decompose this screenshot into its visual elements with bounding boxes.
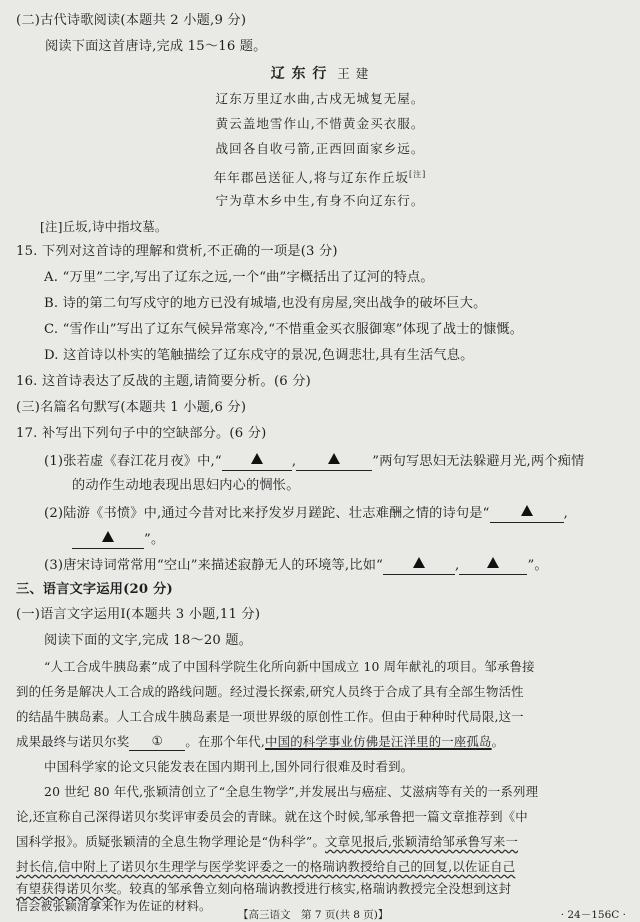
passage-instruction: 阅读下面的文字,完成 18～20 题。 bbox=[44, 633, 253, 648]
poem-line-1: 辽东万里辽水曲,古戍无城复无屋。 bbox=[215, 91, 425, 106]
poem-line-4 bbox=[0, 166, 640, 187]
blank-triangle-icon bbox=[487, 557, 499, 568]
q17-p2-end: ”。 bbox=[144, 532, 165, 547]
question-16-stem: 16. 这首诗表达了反战的主题,请简要分析。(6 分) bbox=[16, 374, 312, 389]
q17-p3-end: ”。 bbox=[527, 558, 548, 573]
page-number: 【高三语文 第 7 页(共 8 页)】 bbox=[238, 909, 389, 921]
passage-line-10 bbox=[16, 880, 511, 898]
answer-blank[interactable] bbox=[296, 450, 372, 471]
poem-line-2: 黄云盖地雪作山,不惜黄金买衣服。 bbox=[215, 116, 425, 131]
passage-line-7: 论,还宣称自己深得诺贝尔奖评审委员会的青睐。就在这个时候,邹承鲁把一篇文章推荐到《中 bbox=[16, 809, 528, 824]
passage-line-2: 到的任务是解决人工合成的路线问题。经过漫长探索,研究人员终于合成了具有全部生物活性 bbox=[16, 684, 524, 699]
question-17-part-3 bbox=[44, 555, 548, 576]
blank-triangle-icon bbox=[102, 531, 114, 542]
passage-line-8 bbox=[16, 833, 518, 851]
passage-line-5: 中国科学家的论文只能发表在国内期刊上,国外同行很难及时看到。 bbox=[44, 759, 414, 774]
q17-comma: , bbox=[563, 506, 569, 521]
blank-triangle-icon bbox=[251, 453, 263, 464]
passage-text: 。 bbox=[491, 734, 505, 749]
question-17-part-1 bbox=[44, 451, 584, 472]
poem-line-3: 战回各自收弓箭,正西回面家乡远。 bbox=[215, 141, 425, 156]
question-15-option-b: B. 诗的第二句写戍守的地方已没有城墙,也没有房屋,突出战争的破坏巨大。 bbox=[44, 296, 487, 311]
question-15-option-c: C. “雪作山”写出了辽东气候异常寒冷,“不惜重金买衣服御寒”体现了战士的慷慨。 bbox=[44, 322, 524, 337]
underlined-sentence: 中国的科学事业仿佛是汪洋里的一座孤岛 bbox=[265, 734, 492, 749]
poem-title: 辽 东 行 bbox=[270, 66, 328, 82]
passage-line-3: 的结晶牛胰岛素。人工合成牛胰岛素是一项世界级的原创性工作。但由于种种时代局限,这一 bbox=[16, 709, 524, 724]
section-3-heading: 三、语言文字运用(20 分) bbox=[16, 582, 173, 597]
q17-comma: , bbox=[291, 454, 297, 469]
question-17-part-2-cont bbox=[72, 529, 164, 550]
poem-note-mark: [注] bbox=[409, 170, 427, 179]
answer-blank[interactable] bbox=[459, 554, 527, 575]
q17-p1-suffix: ”两句写思妇无法躲避月光,两个痴情 bbox=[372, 454, 585, 469]
poem-line-4-text: 年年郡邑送征人,将与辽东作丘坂 bbox=[213, 170, 410, 186]
section-heading-ancient-poetry: (二)古代诗歌阅读(本题共 2 小题,9 分) bbox=[16, 13, 247, 28]
blank-triangle-icon bbox=[328, 453, 340, 464]
section-3-1-heading: (一)语言文字运用Ⅰ(本题共 3 小题,11 分) bbox=[16, 607, 261, 622]
passage-text: 成果最终与诺贝尔奖 bbox=[16, 734, 130, 749]
passage-text: 。在那个年代, bbox=[185, 734, 266, 749]
blank-triangle-icon bbox=[413, 557, 425, 568]
passage-line-9: 封长信,信中附上了诺贝尔生理学与医学奖评委之一的格瑞讷教授给自己的回复,以佐证自己 bbox=[16, 859, 516, 874]
passage-line-1: “人工合成牛胰岛素”成了中国科学院生化所向新中国成立 10 周年献礼的项目。邹承鲁接 bbox=[44, 659, 535, 674]
answer-blank[interactable] bbox=[383, 554, 455, 575]
q17-comma: , bbox=[455, 558, 460, 573]
passage-blank-1[interactable] bbox=[129, 732, 185, 751]
poem-note: [注]丘坂,诗中指坟墓。 bbox=[40, 219, 168, 234]
question-17-part-1-cont: 的动作生动地表现出思妇内心的惆怅。 bbox=[72, 478, 300, 493]
q17-p2-prefix: (2)陆游《书愤》中,通过今昔对比来抒发岁月蹉跎、壮志难酬之情的诗句是“ bbox=[44, 506, 490, 521]
passage-text: 国科学报》。质疑张颖清的全息生物学理论是“伪科学”。 bbox=[16, 834, 326, 849]
question-17-stem: 17. 补写出下列句子中的空缺部分。(6 分) bbox=[16, 426, 267, 441]
q17-p1-prefix: (1)张若虚《春江花月夜》中,“ bbox=[44, 454, 222, 469]
answer-blank[interactable] bbox=[72, 528, 144, 549]
poem-heading bbox=[0, 65, 640, 83]
passage-line-4 bbox=[16, 733, 504, 752]
blank-number: ① bbox=[151, 733, 163, 748]
passage-line-6: 20 世纪 80 年代,张颖清创立了“全息生物学”,并发展出与癌症、艾滋病等有关的一系列理 bbox=[44, 784, 539, 799]
question-15-option-a: A. “万里”二字,写出了辽东之远,一个“曲”字概括出了辽河的特点。 bbox=[44, 270, 434, 285]
question-15-stem: 15. 下列对这首诗的理解和赏析,不正确的一项是(3 分) bbox=[16, 244, 338, 259]
exam-code: · 24－156C · bbox=[560, 909, 626, 921]
question-17-part-2 bbox=[44, 503, 568, 524]
q17-p3-prefix: (3)唐宋诗词常常用“空山”来描述寂静无人的环境等,比如“ bbox=[44, 558, 384, 573]
passage-line-11: 信会被张颖清拿来作为佐证的材料。 bbox=[16, 899, 212, 913]
answer-blank[interactable] bbox=[222, 450, 292, 471]
section-heading-mingju: (三)名篇名句默写(本题共 1 小题,6 分) bbox=[16, 400, 247, 415]
question-15-option-d: D. 这首诗以朴实的笔触描绘了辽东戍守的景况,色调悲壮,具有生活气息。 bbox=[44, 348, 474, 363]
poem-line-5: 宁为草木乡中生,有身不向辽东行。 bbox=[215, 193, 425, 208]
passage-text: 。较真的邹承鲁立刻向格瑞讷教授进行核实,格瑞讷教授完全没想到这封 bbox=[116, 881, 512, 896]
answer-blank[interactable] bbox=[490, 502, 564, 523]
wavy-underlined-sentence: 有望获得诺贝尔奖 bbox=[16, 881, 117, 896]
reading-instruction: 阅读下面这首唐诗,完成 15～16 题。 bbox=[45, 39, 267, 54]
blank-triangle-icon bbox=[521, 505, 533, 516]
wavy-underlined-sentence: 文章见报后,张颖清给邹承鲁写来一 bbox=[325, 834, 519, 849]
poem-author: 王 建 bbox=[337, 66, 370, 81]
